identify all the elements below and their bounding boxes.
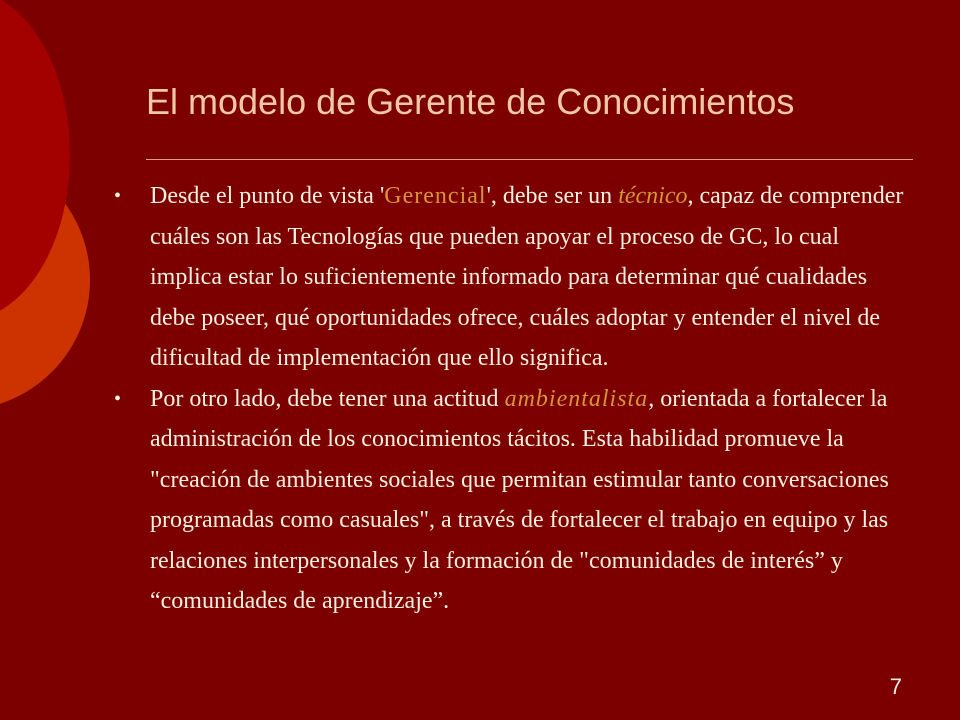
highlight-ambientalista: ambientalista: [504, 385, 649, 412]
highlight-gerencial: Gerencial: [384, 183, 487, 209]
bullet-text-end: , capaz de comprender cuáles son las Tecnologías que pueden apoyar el proceso de GC, lo cual implica estar lo suficientemente informado para determinar qué cualidades debe poseer, qué oportunidades ofrece, cuáles adoptar y entender el nivel de dificultad de implementación que ello significa.: [150, 183, 904, 371]
title-divider: [146, 159, 913, 160]
slide-title: El modelo de Gerente de Conocimientos: [146, 81, 795, 122]
bullet-item-1: [112, 176, 912, 379]
page-number: 7: [889, 674, 902, 699]
bullet-text-middle: ', debe ser un: [486, 183, 619, 209]
bullet-item-2: [112, 379, 912, 622]
bullet-text-start: Por otro lado, debe tener una actitud: [150, 385, 505, 412]
bullet-marker: •: [114, 387, 122, 410]
bullet-text-end: , orientada a fortalecer la administración de los conocimientos tácitos. Esta habilidad promueve la "creación de ambientes sociales que permitan estimular tanto conversaciones programadas como casuales", a través de fortalecer el trabajo en equipo y las relaciones interpersonales y la formación de "comunidades de interés” y “comunidades de aprendizaje”.: [150, 385, 889, 614]
bullet-text-start: Desde el punto de vista ': [150, 183, 385, 209]
highlight-tecnico: técnico: [618, 183, 688, 209]
slide-body: [112, 176, 912, 622]
bullet-marker: •: [114, 185, 122, 207]
